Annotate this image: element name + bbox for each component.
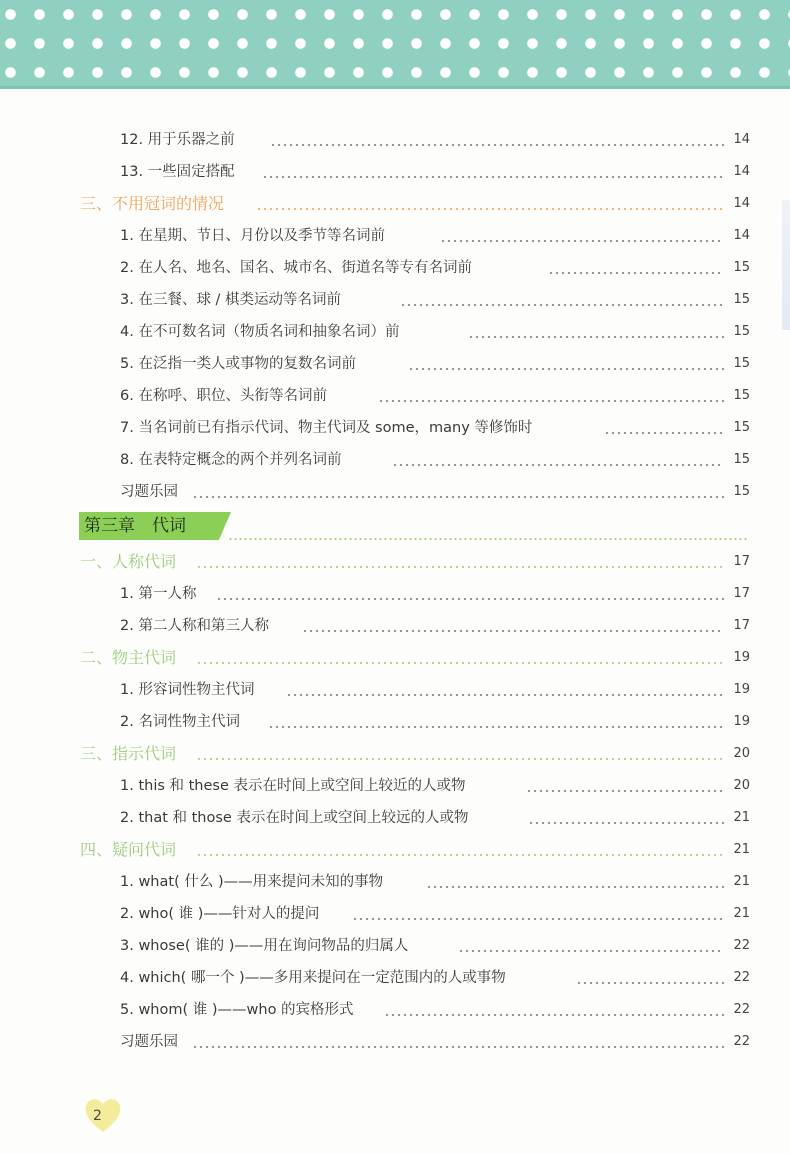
toc-page-number: 21 [733,906,750,921]
toc-entry-title: 6. 在称呼、职位、头衔等名词前 [120,388,327,404]
toc-entry [0,710,790,734]
toc-leader-dots [400,288,724,312]
toc-entry [0,966,790,990]
toc-entry [0,448,790,472]
toc-page-number: 15 [733,292,750,307]
toc-entry-title: 习题乐园 [120,1034,178,1050]
toc-entry [0,1030,790,1054]
toc-leader-dots [268,710,724,734]
toc-page-number: 21 [733,842,750,857]
toc-entry [0,160,790,184]
toc-leader-dots [192,480,724,504]
toc-entry-title: 2. 名词性物主代词 [120,714,240,730]
toc-section-heading [0,192,790,216]
toc-leader-dots [216,582,724,606]
toc-page-number: 15 [733,420,750,435]
toc-leader-dots [270,128,724,152]
toc-leader-dots [604,416,724,440]
toc-entry [0,774,790,798]
toc-entry [0,806,790,830]
toc-entry-title: 三、不用冠词的情况 [80,194,225,213]
toc-entry-title: 5. 在泛指一类人或事物的复数名词前 [120,356,356,372]
toc-leader-dots [196,838,724,862]
toc-entry-title: 3. 在三餐、球 / 棋类运动等名词前 [120,292,342,308]
toc-page-number: 21 [733,810,750,825]
toc-entry [0,678,790,702]
toc-leader-dots [548,256,724,280]
toc-entry-title: 2. that 和 those 表示在时间上或空间上较远的人或物 [120,810,469,826]
toc-page-number: 17 [733,618,750,633]
toc-page-number: 22 [733,1034,750,1049]
toc-section-heading [0,550,790,574]
toc-entry-title: 二、物主代词 [80,648,177,667]
toc-entry [0,902,790,926]
toc-leader-dots [196,742,724,766]
toc-entry [0,224,790,248]
toc-page-number: 22 [733,1002,750,1017]
chapter-dotted-line [228,538,748,540]
dotted-header-banner [0,0,790,88]
toc-page-number: 19 [733,714,750,729]
toc-entry [0,614,790,638]
toc-entry-title: 4. 在不可数名词（物质名词和抽象名词）前 [120,324,400,340]
chapter-title: 第三章 代词 [84,516,186,536]
toc-entry-title: 一、人称代词 [80,552,177,571]
toc-page-number: 20 [733,746,750,761]
toc-leader-dots [196,646,724,670]
toc-entry-title: 2. who( 谁 )——针对人的提问 [120,906,320,922]
toc-page-number: 15 [733,260,750,275]
toc-entry [0,582,790,606]
toc-leader-dots [192,1030,724,1054]
toc-entry-title: 三、指示代词 [80,744,177,763]
toc-entry-title: 四、疑问代词 [80,840,177,859]
banner-edge [0,86,790,89]
toc-leader-dots [352,902,724,926]
toc-entry [0,256,790,280]
page-number: 2 [93,1108,102,1124]
toc-page-number: 20 [733,778,750,793]
toc-page-number: 15 [733,356,750,371]
toc-leader-dots [528,806,724,830]
toc-page-number: 14 [733,196,750,211]
toc-leader-dots [196,550,724,574]
toc-entry-title: 5. whom( 谁 )——who 的宾格形式 [120,1002,354,1018]
toc-leader-dots [286,678,724,702]
heart-icon [82,1096,124,1134]
toc-page-number: 19 [733,650,750,665]
toc-page-number: 15 [733,484,750,499]
toc-entry [0,352,790,376]
toc-entry [0,934,790,958]
toc-page-number: 15 [733,324,750,339]
toc-section-heading [0,646,790,670]
toc-leader-dots [576,966,724,990]
toc-page-number: 22 [733,938,750,953]
toc-entry-title: 8. 在表特定概念的两个并列名词前 [120,452,342,468]
toc-page-number: 19 [733,682,750,697]
toc-page-number: 15 [733,388,750,403]
toc-leader-dots [256,192,724,216]
toc-leader-dots [378,384,724,408]
toc-leader-dots [408,352,724,376]
toc-entry [0,384,790,408]
toc-page-number: 14 [733,132,750,147]
toc-leader-dots [440,224,724,248]
toc-entry-title: 2. 在人名、地名、国名、城市名、街道名等专有名词前 [120,260,472,276]
toc-page-number: 15 [733,452,750,467]
toc-page-number: 22 [733,970,750,985]
toc-entry [0,288,790,312]
toc-entry [0,128,790,152]
toc-entry-title: 4. which( 哪一个 )——多用来提问在一定范围内的人或事物 [120,970,506,986]
toc-entry-title: 1. this 和 these 表示在时间上或空间上较近的人或物 [120,778,466,794]
toc-section-heading [0,838,790,862]
toc-entry-title: 习题乐园 [120,484,178,500]
toc-section-heading [0,742,790,766]
toc-entry-title: 1. 形容词性物主代词 [120,682,255,698]
toc-page-number: 21 [733,874,750,889]
toc-entry-title: 1. 第一人称 [120,586,197,602]
toc-entry [0,416,790,440]
toc-entry [0,870,790,894]
toc-entry [0,998,790,1022]
toc-leader-dots [302,614,724,638]
toc-entry-title: 13. 一些固定搭配 [120,164,235,180]
toc-page-number: 17 [733,586,750,601]
toc-page-number: 14 [733,164,750,179]
toc-page-number: 14 [733,228,750,243]
toc-leader-dots [384,998,724,1022]
toc-entry-title: 1. 在星期、节日、月份以及季节等名词前 [120,228,385,244]
toc-entry-title: 7. 当名词前已有指示代词、物主代词及 some，many 等修饰时 [120,420,533,436]
toc-leader-dots [262,160,724,184]
toc-entry [0,480,790,504]
toc-leader-dots [458,934,724,958]
toc-leader-dots [468,320,724,344]
toc-leader-dots [426,870,724,894]
toc-entry-title: 3. whose( 谁的 )——用在询问物品的归属人 [120,938,409,954]
toc-entry-title: 12. 用于乐器之前 [120,132,235,148]
toc-entry [0,320,790,344]
toc-leader-dots [526,774,724,798]
toc-page-number: 17 [733,554,750,569]
toc-leader-dots [392,448,724,472]
toc-entry-title: 1. what( 什么 )——用来提问未知的事物 [120,874,384,890]
toc-entry-title: 2. 第二人称和第三人称 [120,618,269,634]
